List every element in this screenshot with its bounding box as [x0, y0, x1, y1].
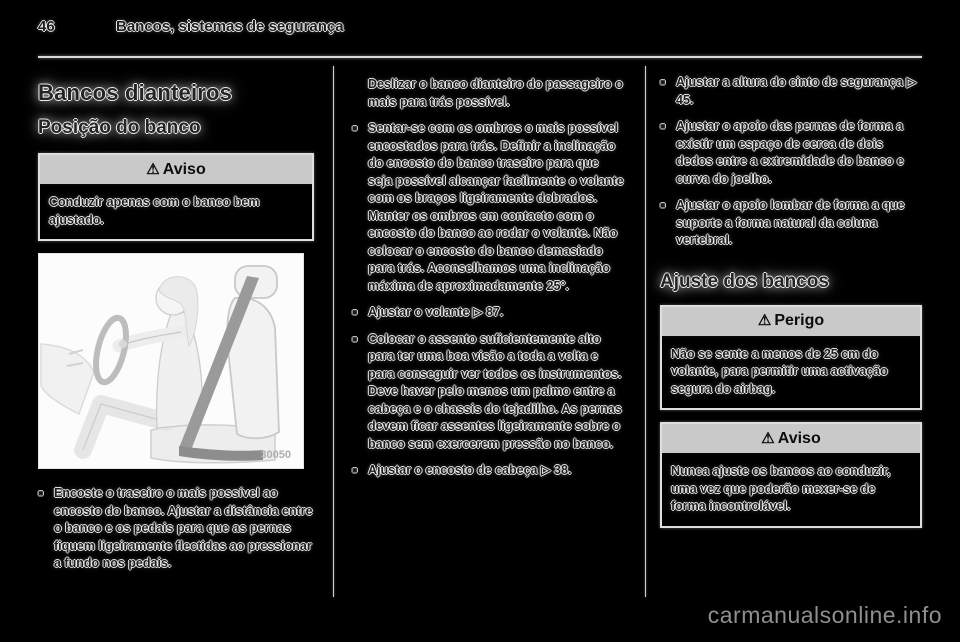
section-heading: Bancos dianteiros — [38, 80, 233, 105]
right-bullet-list — [660, 74, 922, 250]
warning-box — [38, 153, 314, 241]
sub-heading: Ajuste dos bancos — [660, 270, 829, 292]
column-divider-left — [333, 66, 334, 597]
watermark-text: carmanualsonline.info — [707, 602, 942, 628]
list-item: ■ Ajustar o encosto de cabeça ▷ 38. — [352, 462, 626, 480]
sub-heading: Posição do banco — [38, 117, 201, 138]
warning-box-title: Aviso — [162, 160, 206, 178]
page-header — [38, 18, 922, 35]
danger-box-header — [662, 307, 920, 338]
warning-box — [660, 422, 922, 528]
warning-triangle-icon: ⚠ — [757, 312, 772, 330]
warning-box-header — [40, 155, 312, 186]
list-item: ■ Sentar-se com os ombros o mais possível encostados para trás. Definir a inclinação do encosto do banco traseiro para que seja possível alcançar facilmente o volante com os braços ligeiramente dobrados. Manter os ombros em contacto com o encosto do banco ao rodar o volante. Não colocar o encosto do banco demasiado para trás. Aconselhamos uma inclinação máxima de aproximadamente 25°. — [352, 120, 626, 295]
header-rule — [38, 56, 922, 58]
list-item: ■ Ajustar a altura do cinto de segurança ▷ 45. — [660, 74, 922, 109]
column-right — [660, 74, 922, 540]
list-item: ■ Encoste o traseiro o mais possível ao encosto do banco. Ajustar a distância entre o banco e os pedais para que as pernas fiquem ligeiramente flectidas ao pressionar a fundo nos pedais. — [38, 485, 314, 573]
warning-box-body: Conduzir apenas com o banco bem ajustado. — [49, 195, 260, 227]
continuation-paragraph: Deslizar o banco dianteiro do passageiro o mais para trás possível. — [368, 77, 623, 109]
column-middle — [352, 76, 626, 489]
column-left — [38, 80, 314, 582]
list-item: ■ Ajustar o apoio lombar de forma a que suporte a forma natural da coluna vertebral. — [660, 197, 922, 250]
left-bullet-list — [38, 485, 314, 573]
middle-bullet-list — [352, 120, 626, 480]
page-title: Bancos, sistemas de segurança — [116, 18, 344, 35]
seat-position-illustration — [38, 253, 304, 469]
person-hand — [119, 340, 127, 348]
danger-box-body: Não se sente a menos de 25 cm do volante, para permitir uma activação segura do airbag. — [671, 346, 888, 396]
page-number: 46 — [38, 18, 55, 35]
warning-box-title: Aviso — [777, 429, 821, 447]
warning-triangle-icon: ⚠ — [761, 429, 775, 447]
danger-box-title: Perigo — [774, 312, 825, 330]
list-item: ■ Ajustar o volante ▷ 87. — [352, 304, 626, 322]
list-item: ■ Ajustar o apoio das pernas de forma a existir um espaço de cerca de dois dedos entre a extremidade do banco e curva do joelho. — [660, 118, 922, 188]
column-divider-right — [645, 66, 646, 597]
danger-box — [660, 305, 922, 411]
illustration-number: 30050 — [260, 449, 291, 461]
list-item: ■ Colocar o assento suficientemente alto para ter uma boa visão a toda a volta e para conseguir ver todos os instrumentos. Deve haver pelo menos um palmo entre a cabeça e o chassis do tejadilho. As pernas devem ficar assentes ligeiramente sobre o banco sem exercerem pressão no banco. — [352, 331, 626, 454]
warning-box-header — [662, 424, 920, 455]
warning-triangle-icon: ⚠ — [146, 160, 160, 178]
warning-box-body: Nunca ajuste os bancos ao conduzir, uma vez que poderão mexer-se de forma incontrolável. — [671, 464, 891, 513]
